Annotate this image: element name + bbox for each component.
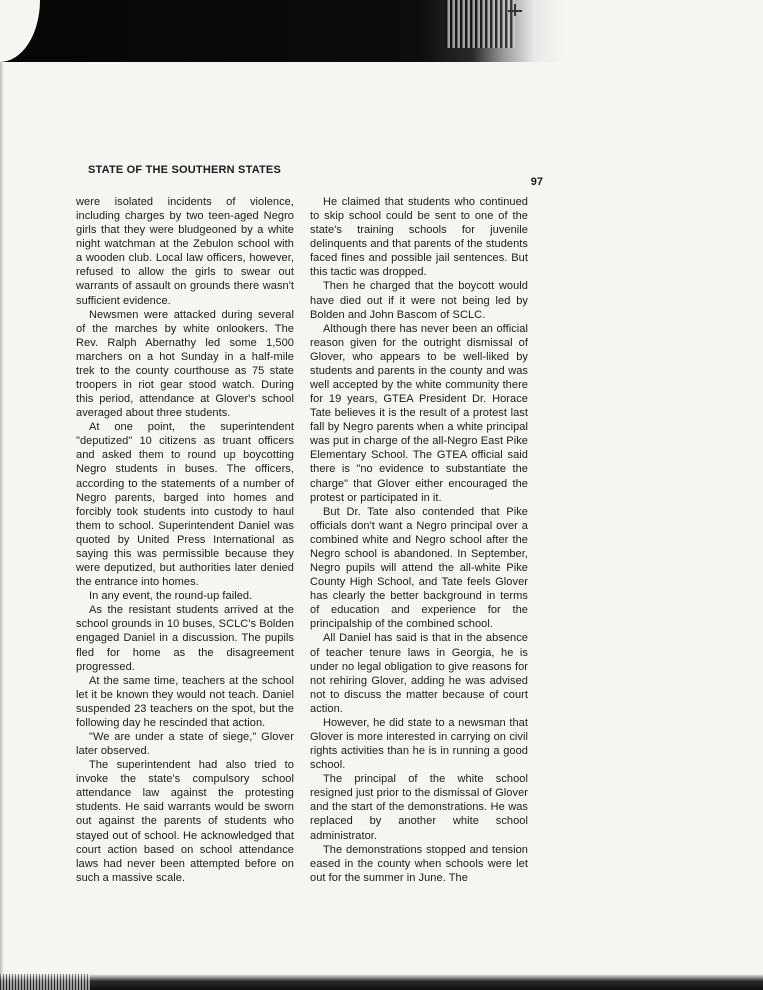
paragraph: The superintendent had also tried to invoke the state's compulsory school attendance law against the protesting students. He said warrants would be sworn out against the parents of students who stayed out of school. He acknowledged that court action based on school attendance laws had never been attempted before on such a massive scale. [76, 759, 294, 884]
paragraph: But Dr. Tate also contended that Pike officials don't want a Negro principal over a combined white and Negro school after the Negro school is abandoned. In September, Negro pupils will attend the all-white Pike County High School, and Tate feels Glover has clearly the better background in terms of education and experience for the principalship of the combined school. [310, 505, 528, 631]
scan-bottom-edge [0, 974, 763, 990]
scan-artifact [0, 974, 90, 990]
scan-mark-vertical [514, 4, 516, 16]
paragraph: Newsmen were attacked during several of the marches by white onlookers. The Rev. Ralph Abernathy led some 1,500 marchers on a hot Sunday in a half-mile trek to the county courthouse as 75 state troopers in riot gear stood watch. During this period, attendance at Glover's school averaged about three students. [76, 308, 294, 420]
scan-top-shadow [0, 0, 763, 62]
paragraph: However, he did state to a newsman that Glover is more interested in carrying on civil rights activities than he is in running a good school. [310, 716, 528, 772]
scan-artifact [445, 0, 515, 48]
paragraph: The demonstrations stopped and tension eased in the county when schools were let out for the summer in June. The [310, 843, 528, 884]
page-curl [0, 0, 40, 62]
paragraph: The principal of the white school resigned just prior to the dismissal of Glover and the start of the demonstrations. He was replaced by another white school administrator. [310, 773, 528, 842]
paragraph: Although there has never been an official reason given for the outright dismissal of Glover, who appears to be well-liked by students and parents in the county and was well accepted by the white community there for 19 years, GTEA President Dr. Horace Tate believes it is the result of a protest last fall by Negro parents when a white principal was put in charge of the all-Negro East Pike Elementary School. The GTEA official said there is "no evidence to substantiate the charge" that Glover either encouraged the protest or participated in it. [310, 322, 528, 504]
paragraph: "We are under a state of siege," Glover later observed. [76, 730, 294, 758]
paragraph: In any event, the round-up failed. [89, 590, 253, 603]
scan-left-edge [0, 62, 4, 990]
left-column [76, 195, 294, 885]
running-head: STATE OF THE SOUTHERN STATES [88, 164, 282, 176]
paragraph: At the same time, teachers at the school let it be known they would not teach. Daniel suspended 23 teachers on the spot, but the following day he rescinded that action. [76, 674, 294, 729]
paragraph: He claimed that students who continued to skip school could be sent to one of the state's training schools for juvenile delinquents and that parents of the students faced fines and possible jail sentences. But this tactic was dropped. [310, 196, 528, 279]
page-number: 97 [530, 176, 543, 188]
paragraph: were isolated incidents of violence, including charges by two teen-aged Negro girls that they were bludgeoned by a white night watchman at the Zebulon school with a wooden club. Local law officers, however, refused to allow the girls to swear out warrants of assault on grounds there wasn't sufficient evidence. [76, 196, 294, 307]
paragraph: All Daniel has said is that in the absence of teacher tenure laws in Georgia, he is under no legal obligation to give reasons for not rehiring Glover, adding he was advised not to discuss the matter because of court action. [310, 632, 528, 715]
paragraph: Then he charged that the boycott would have died out if it were not being led by Bolden and John Bascom of SCLC. [310, 280, 528, 321]
right-column [310, 195, 528, 885]
paragraph: At one point, the superintendent "deputized" 10 citizens as truant officers and asked them to round up boycotting Negro students in buses. The officers, according to the statements of a number of Negro parents, barged into homes and forcibly took students into custody to haul them to school. Superintendent Daniel was quoted by United Press International as saying this was permissible because they were deputized, but authorities later denied the entrance into homes. [76, 421, 294, 589]
paragraph: As the resistant students arrived at the school grounds in 10 buses, SCLC's Bolden engaged Daniel in a discussion. The pupils fled for home as the disagreement progressed. [76, 604, 294, 673]
page-header [88, 164, 543, 186]
